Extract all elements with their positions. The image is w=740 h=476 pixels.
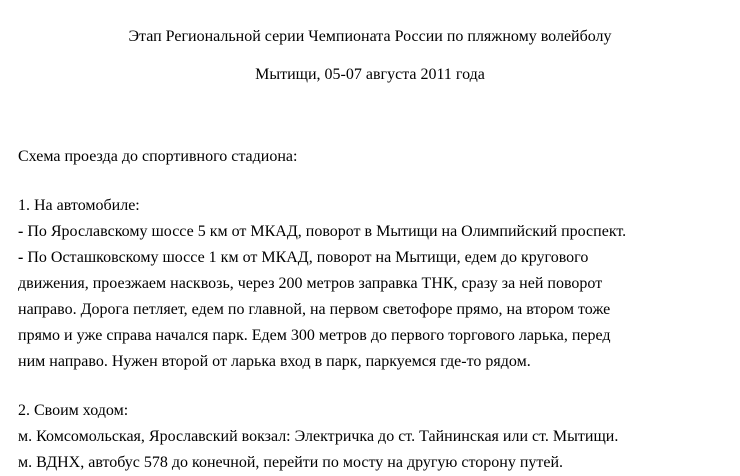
on-foot-line-1: м. Комсомольская, Ярославский вокзал: Электричка до ст. Тайнинская или ст. Мытищи. bbox=[18, 428, 619, 445]
bullet-dash: - bbox=[18, 223, 24, 240]
by-car-item-2-line-1 bbox=[18, 245, 734, 271]
on-foot-line-2: м. ВДНХ, автобус 578 до конечной, перейти по мосту на другую сторону путей. bbox=[18, 454, 564, 471]
by-car-item-2-line-2: движения, проезжаем насквозь, через 200 метров заправка ТНК, сразу за ней поворот bbox=[18, 275, 603, 292]
by-car-item-2-text: По Осташковскому шоссе 1 км от МКАД, поворот на Мытищи, едем до кругового bbox=[23, 249, 589, 266]
by-car-item-2-line-5: ним направо. Нужен второй от ларька вход в парк, паркуемся где-то рядом. bbox=[18, 353, 531, 370]
by-car-heading: 1. На автомобиле: bbox=[18, 197, 140, 214]
paragraph-gap bbox=[18, 170, 734, 193]
paragraph-gap bbox=[18, 375, 734, 398]
document-title: Этап Региональной серии Чемпионата России по пляжному волейболу bbox=[128, 28, 612, 45]
bullet-dash: - bbox=[18, 249, 24, 266]
by-car-item-2-line-3: направо. Дорога петляет, едем по главной, на первом светофоре прямо, на втором тоже bbox=[18, 301, 611, 318]
directions-intro: Схема проезда до спортивного стадиона: bbox=[18, 148, 298, 165]
by-car-item-1 bbox=[18, 219, 734, 245]
by-car-item-1-text: По Ярославскому шоссе 5 км от МКАД, поворот в Мытищи на Олимпийский проспект. bbox=[23, 223, 627, 240]
document-subtitle: Мытищи, 05-07 августа 2011 года bbox=[255, 66, 485, 83]
on-foot-heading: 2. Своим ходом: bbox=[18, 402, 129, 419]
by-car-item-2-line-4: прямо и уже справа начался парк. Едем 300 метров до первого торгового ларька, перед bbox=[18, 327, 611, 344]
directions-section bbox=[18, 144, 734, 476]
